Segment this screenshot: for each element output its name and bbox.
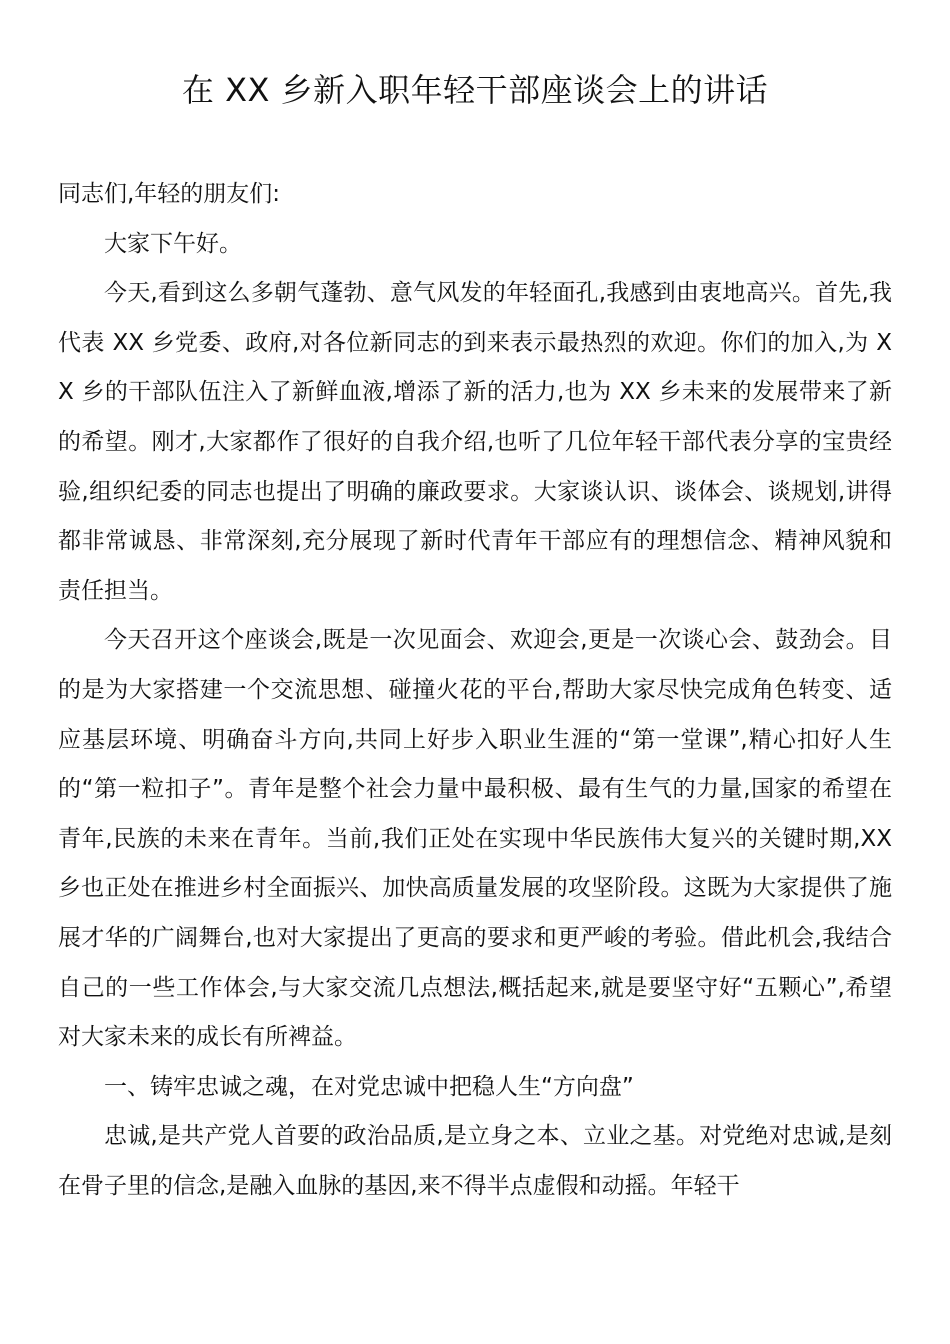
section-1-paragraph: 忠诚,是共产党人首要的政治品质,是立身之本、立业之基。对党绝对忠诚,是刻在骨子里的信念,是融入血脉的基因,来不得半点虚假和动摇。年轻干 <box>58 1123 892 1199</box>
purpose-paragraph: 今天召开这个座谈会,既是一次见面会、欢迎会,更是一次谈心会、鼓劲会。目的是为大家搭建一个交流思想、碰撞火花的平台,帮助大家尽快完成角色转变、适应基层环境、明确奋斗方向,共同上好步入职业生涯的“第一堂课”,精心扣好人生的“第一粒扣子”。青年是整个社会力量中最积极、最有生气的力量,国家的希望在青年,民族的未来在青年。当前,我们正处在实现中华民族伟大复兴的关键时期,XX 乡也正处在推进乡村全面振兴、加快高质量发展的攻坚阶段。这既为大家提供了施展才华的广阔舞台,也对大家提出了更高的要求和更严峻的考验。借此机会,我结合自己的一些工作体会,与大家交流几点想法,概括起来,就是要坚守好“五颗心”,希望对大家未来的成长有所裨益。 <box>58 627 892 1051</box>
welcome-paragraph: 今天,看到这么多朝气蓬勃、意气风发的年轻面孔,我感到由衷地高兴。首先,我代表 XX 乡党委、政府,对各位新同志的到来表示最热烈的欢迎。你们的加入,为 XX 乡的干部队伍注入了新鲜血液,增添了新的活力,也为 XX 乡未来的发展带来了新的希望。刚才,大家都作了很好的自我介绍,也听了几位年轻干部代表分享的宝贵经验,组织纪委的同志也提出了明确的廉政要求。大家谈认识、谈体会、谈规划,讲得都非常诚恳、非常深刻,充分展现了新时代青年干部应有的理想信念、精神风貌和责任担当。 <box>58 280 892 604</box>
section-heading-1: 一、铸牢忠诚之魂，在对党忠诚中把稳人生“方向盘” <box>104 1073 634 1100</box>
salutation: 同志们,年轻的朋友们: <box>58 181 281 207</box>
document-title: 在 XX 乡新入职年轻干部座谈会上的讲话 <box>181 71 769 109</box>
greeting-paragraph: 大家下午好。 <box>104 230 242 257</box>
